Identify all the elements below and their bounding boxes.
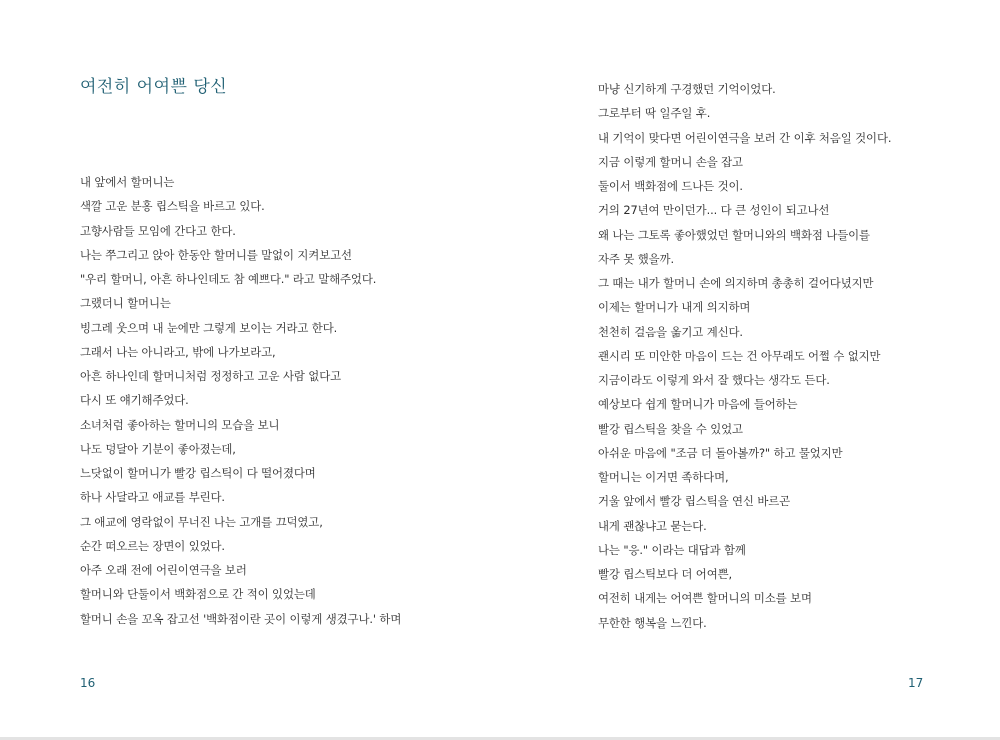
text-line: 내게 괜찮냐고 묻는다. bbox=[598, 518, 707, 533]
text-line: 괜시리 또 미안한 마음이 드는 건 아무래도 어쩔 수 없지만 bbox=[598, 348, 881, 363]
text-line: 그로부터 딱 일주일 후. bbox=[598, 106, 711, 121]
text-line: 고향사람들 모임에 간다고 한다. bbox=[80, 223, 236, 238]
text-line: 천천히 걸음을 옮기고 계신다. bbox=[598, 324, 743, 339]
text-line: 여전히 내게는 어여쁜 할머니의 미소를 보며 bbox=[598, 591, 812, 606]
text-line: 할머니와 단둘이서 백화점으로 간 적이 있었는데 bbox=[80, 587, 316, 602]
text-line: 지금 이렇게 할머니 손을 잡고 bbox=[598, 154, 743, 169]
text-line: 할머니 손을 꼬옥 잡고선 '백화점이란 곳이 이렇게 생겼구나.' 하며 bbox=[80, 611, 402, 626]
text-line: 거의 27년여 만이던가... 다 큰 성인이 되고나선 bbox=[598, 203, 830, 218]
text-line: 예상보다 쉽게 할머니가 마음에 들어하는 bbox=[598, 397, 798, 412]
text-line: 마냥 신기하게 구경했던 기억이었다. bbox=[598, 82, 776, 96]
text-line: 순간 떠오르는 장면이 있었다. bbox=[80, 538, 225, 553]
text-line: 빨강 립스틱보다 더 어여쁜, bbox=[598, 567, 733, 581]
text-line: 왜 나는 그토록 좋아했었던 할머니와의 백화점 나들이를 bbox=[598, 227, 870, 242]
text-line: 그래서 나는 아니라고, 밖에 나가보라고, bbox=[80, 344, 276, 359]
page-title: 여전히 어여쁜 당신 bbox=[80, 77, 228, 97]
text-line: 무한한 행복을 느낀다. bbox=[598, 615, 707, 630]
text-line: "우리 할머니, 아흔 하나인데도 참 예쁘다." 라고 말해주었다. bbox=[80, 272, 377, 286]
text-line: 소녀처럼 좋아하는 할머니의 모습을 보니 bbox=[80, 417, 280, 432]
text-line: 그랬더니 할머니는 bbox=[80, 296, 171, 311]
text-line: 빙그레 웃으며 내 눈에만 그렇게 보이는 거라고 한다. bbox=[80, 320, 338, 335]
text-line: 다시 또 얘기해주었다. bbox=[80, 393, 189, 408]
text-line: 아주 오래 전에 어린이연극을 보러 bbox=[80, 563, 247, 577]
right-body-text bbox=[598, 77, 891, 635]
text-line: 아쉬운 마음에 "조금 더 돌아볼까?" 하고 물었지만 bbox=[598, 445, 843, 460]
text-line: 나는 "응." 이라는 대답과 함께 bbox=[598, 542, 746, 557]
left-body-text bbox=[80, 170, 401, 631]
text-line: 아흔 하나인데 할머니처럼 정정하고 고운 사람 없다고 bbox=[80, 369, 341, 383]
text-line: 내 기억이 맞다면 어린이연극을 보러 간 이후 처음일 것이다. bbox=[598, 130, 892, 145]
page-number-right: 17 bbox=[908, 676, 924, 690]
text-line: 그 애교에 영락없이 무너진 나는 고개를 끄덕였고, bbox=[80, 514, 323, 529]
text-line: 지금이라도 이렇게 와서 잘 했다는 생각도 든다. bbox=[598, 373, 830, 387]
text-line: 나는 쭈그리고 앉아 한동안 할머니를 말없이 지켜보고선 bbox=[80, 247, 352, 262]
text-line: 빨강 립스틱을 찾을 수 있었고 bbox=[598, 421, 743, 436]
text-line: 색깔 고운 분홍 립스틱을 바르고 있다. bbox=[80, 199, 265, 214]
right-page bbox=[500, 0, 1000, 740]
text-line: 할머니는 이거면 족하다며, bbox=[598, 470, 729, 484]
text-line: 그 때는 내가 할머니 손에 의지하며 총총히 걸어다녔지만 bbox=[598, 276, 874, 290]
text-line: 느닷없이 할머니가 빨강 립스틱이 다 떨어졌다며 bbox=[80, 466, 316, 480]
text-line: 나도 덩달아 기분이 좋아졌는데, bbox=[80, 441, 236, 456]
text-line: 이제는 할머니가 내게 의지하며 bbox=[598, 300, 751, 315]
text-line: 거울 앞에서 빨강 립스틱을 연신 바르곤 bbox=[598, 494, 791, 509]
text-line: 하나 사달라고 애교를 부린다. bbox=[80, 490, 225, 505]
text-line: 내 앞에서 할머니는 bbox=[80, 175, 175, 189]
text-line: 둘이서 백화점에 드나든 것이. bbox=[598, 179, 743, 193]
text-line: 자주 못 했을까. bbox=[598, 251, 674, 266]
page-number-left: 16 bbox=[80, 676, 96, 690]
